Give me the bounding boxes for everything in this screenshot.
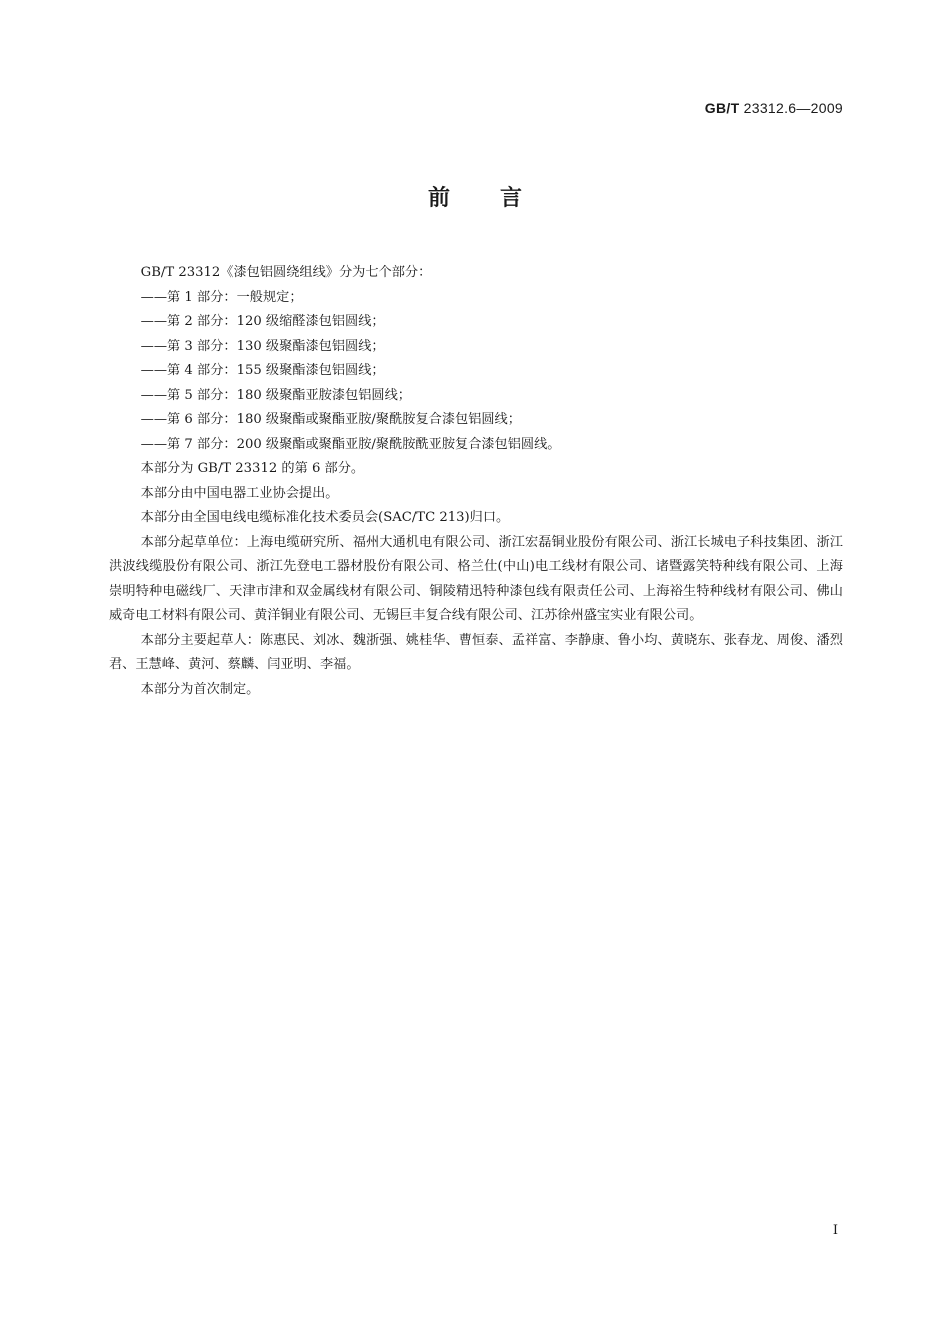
part-list-item: ——第 4 部分：155 级聚酯漆包铝圆线； — [140, 363, 385, 378]
page-title: 前言 — [427, 186, 572, 211]
proposed-by-paragraph: 本部分由中国电器工业协会提出。 — [140, 485, 339, 501]
drafting-units-paragraph: 本部分起草单位：上海电缆研究所、福州大通机电有限公司、浙江宏磊铜业股份有限公司、浙江长城电子科技集团、浙江洪波线缆股份有限公司、浙江先登电工器材股份有限公司、格兰仕(中山)电工线材有限公司、诸暨露笑特种线有限公司、上海崇明特种电磁线厂、天津市津和双金属线材有限公司、铜陵精迅特种漆包线有限责任公司、上海裕生特种线材有限公司、佛山威奇电工材料有限公司、黄洋铜业有限公司、无锡巨丰复合线有限公司、江苏徐州盛宝实业有限公司。 — [109, 534, 843, 623]
intro-paragraph: GB/T 23312《漆包铝圆绕组线》分为七个部分： — [140, 265, 432, 280]
foreword-body — [109, 261, 843, 702]
part-list-item: ——第 6 部分：180 级聚酯或聚酯亚胺/聚酰胺复合漆包铝圆线； — [140, 412, 521, 427]
this-part-paragraph: 本部分为 GB/T 23312 的第 6 部分。 — [140, 461, 365, 476]
part-list-item: ——第 2 部分：120 级缩醛漆包铝圆线； — [140, 314, 385, 329]
standard-code — [705, 100, 843, 116]
part-list-item: ——第 7 部分：200 级聚酯或聚酯亚胺/聚酰胺酰亚胺复合漆包铝圆线。 — [140, 436, 561, 452]
standard-code-prefix: GB/T — [704, 100, 740, 116]
part-list-item: ——第 1 部分：一般规定； — [140, 289, 303, 305]
centralized-by-paragraph: 本部分由全国电线电缆标准化技术委员会(SAC/TC 213)归口。 — [140, 510, 510, 525]
standard-code-number: 23312.6—2009 — [743, 100, 843, 116]
part-list-item: ——第 3 部分：130 级聚酯漆包铝圆线； — [140, 338, 385, 354]
page-number: I — [832, 1223, 838, 1238]
drafters-paragraph: 本部分主要起草人：陈惠民、刘冰、魏浙强、姚桂华、曹恒泰、孟祥富、李静康、鲁小均、黄晓东、张春龙、周俊、潘烈君、王慧峰、黄河、蔡麟、闫亚明、李福。 — [109, 632, 843, 672]
part-list-item: ——第 5 部分：180 级聚酯亚胺漆包铝圆线； — [140, 387, 411, 403]
first-edition-paragraph: 本部分为首次制定。 — [140, 681, 260, 697]
